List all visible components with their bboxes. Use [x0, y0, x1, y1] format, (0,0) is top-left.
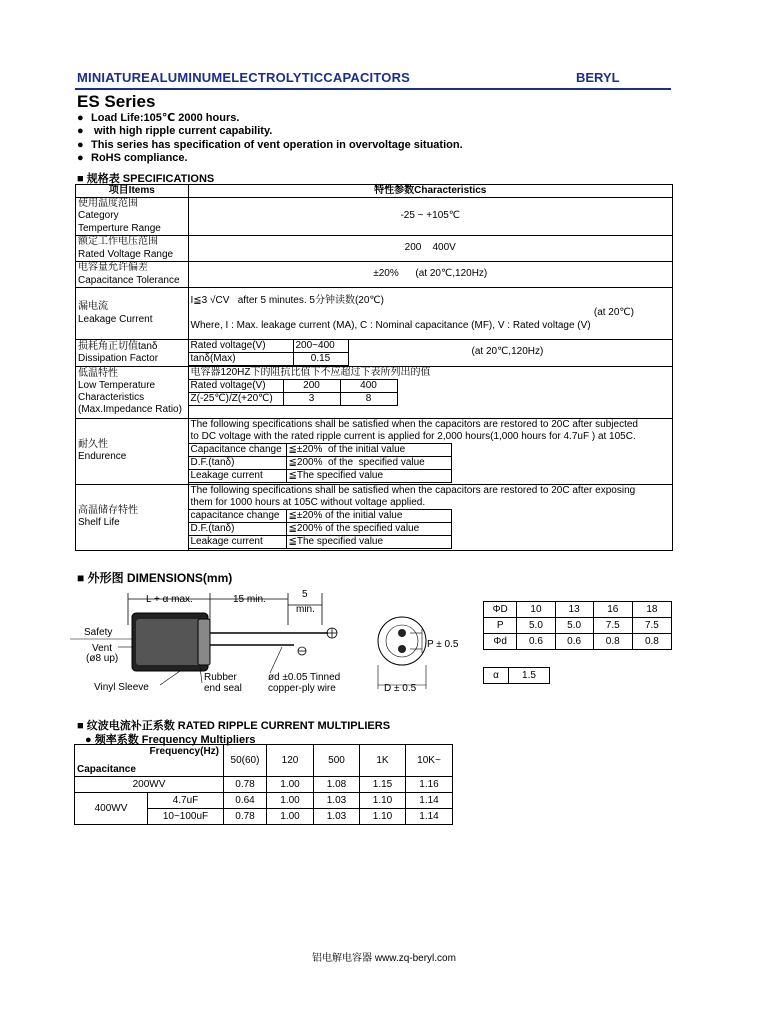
ripple-corner-header: Frequency(Hz) Capacitance	[75, 745, 224, 777]
endurance-table: Capacitance change ≦±20% of the initial value D.F.(tanδ) ≦200% of the specified value Leakage current ≦The specified value	[188, 443, 452, 482]
voltage-value: 200 400V	[188, 236, 673, 262]
feature-list	[77, 112, 463, 165]
bullet-icon: ●	[77, 125, 84, 138]
feature-item: ● RoHS compliance.	[77, 151, 188, 164]
row-label-lowtemp: 低温特性 Low Temperature Characteristics (Max.Impedance Ratio)	[76, 366, 189, 418]
label-p-tol: P ± 0.5	[427, 639, 459, 650]
label-end-seal: end seal	[204, 683, 242, 694]
ripple-subtitle: ● 频率系数 Frequency Multipliers	[85, 734, 256, 746]
row-label-shelf: 高温储存特性 Shelf Life	[76, 484, 189, 550]
series-title: ES Series	[77, 92, 156, 111]
ripple-section-title: ■ 纹波电流补正系数 RATED RIPPLE CURRENT MULTIPLIERS	[77, 720, 391, 732]
square-icon: ■	[77, 720, 84, 732]
dimension-drawing	[70, 585, 470, 700]
spec-section-title: ■ 规格表 SPECIFICATIONS	[77, 173, 215, 185]
ripple-table: Frequency(Hz) Capacitance 50(60) 120 500 1K 10K~ 200WV 0.78 1.00 1.08 1.15 1.16 400WV 4.7uF 0.64 1.00 1.03 1.10 1.14 10~100uF 0.78 1.00 1.03 1.10 1.14	[74, 744, 453, 825]
leakage-value: I≦3 √CV after 5 minutes. 5分钟读数(20℃) (at 20℃) Where, I : Max. leakage current (MA), C : Nominal capacitance (MF), V : Rated voltage (V)	[188, 288, 673, 340]
label-vent: Vent	[92, 643, 113, 654]
label-wire2: copper-ply wire	[268, 683, 336, 694]
square-icon: ■	[77, 173, 84, 185]
label-safety: Safety	[84, 627, 113, 638]
tolerance-value: ±20% (at 20℃,120Hz)	[188, 262, 673, 288]
feature-item: ● This series has specification of vent operation in overvoltage situation.	[77, 138, 463, 151]
row-label-endurance: 耐久性 Endurence	[76, 418, 189, 484]
bullet-icon: ●	[77, 138, 84, 151]
table-row: 400WV 4.7uF 0.64 1.00 1.03 1.10 1.14	[75, 793, 453, 809]
document-title: MINIATUREALUMINUMELECTROLYTICCAPACITORS	[77, 70, 411, 85]
row-label-tolerance: 电容量允许偏差 Capacitance Tolerance	[76, 262, 189, 288]
row-label-voltage: 额定工作电压范围 Rated Voltage Range	[76, 236, 189, 262]
table-row: 10~100uF 0.78 1.00 1.03 1.10 1.14	[75, 809, 453, 825]
dissipation-table: Rated voltage(V) 200~400 tanδ(Max) 0.15	[188, 339, 349, 366]
feature-item: ● with high ripple current capability.	[77, 125, 273, 138]
label-d-tol: D ± 0.5	[384, 683, 417, 694]
bullet-icon: ●	[77, 112, 84, 124]
lowtemp-value: 电容器120HZ下的阻抗比值下不应超过下表所列出的值 Rated voltage(V) 200 400 Z(-25℃)/Z(+20℃) 3 8	[188, 366, 673, 418]
label-5min: min.	[296, 604, 315, 615]
feature-item: ● Load Life:105℃ 2000 hours.	[77, 112, 240, 124]
label-vent-size: (ø8 up)	[86, 653, 119, 664]
col-header-characteristics: 特性参数Characteristics	[188, 185, 673, 198]
row-label-category: 使用温度范围 Category Temperture Range	[76, 198, 189, 236]
shelf-value: The following specifications shall be satisfied when the capacitors are restored to 20C after exposing them for 1000 hours at 105C without voltage applied. capacitance change ≦±20% of the initial value D.F.(tanδ) ≦200% of the specified value Leakage current ≦The specified value	[188, 484, 673, 550]
brand-name: BERYL	[576, 70, 620, 85]
table-row: 200WV 0.78 1.00 1.08 1.15 1.16	[75, 777, 453, 793]
label-vinyl: Vinyl Sleeve	[94, 682, 149, 693]
label-wire1: ød ±0.05 Tinned	[268, 672, 341, 683]
page-footer: 铝电解电容器 www.zq-beryl.com	[312, 953, 456, 964]
alpha-table: α 1.5	[483, 667, 550, 684]
dissipation-condition: (at 20℃,120Hz)	[471, 346, 544, 357]
dimensions-table: ΦD 10 13 16 18 P 5.0 5.0 7.5 7.5 Φd 0.6 0.6 0.8 0.8	[483, 601, 672, 650]
bullet-icon: ●	[77, 151, 84, 164]
header-divider	[75, 88, 671, 90]
label-15min: 15 min.	[233, 594, 266, 605]
shelf-table: capacitance change ≦±20% of the initial value D.F.(tanδ) ≦200% of the specified value Leakage current ≦The specified value	[188, 509, 452, 548]
spec-table	[75, 184, 673, 551]
dimensions-section-title: ■ 外形图 DIMENSIONS(mm)	[77, 571, 233, 585]
col-header-items: 项目Items	[76, 185, 189, 198]
endurance-value: The following specifications shall be satisfied when the capacitors are restored to 20C after subjected to DC voltage with the rated ripple current is applied for 2,000 hours(1,000 hours for 4.7uF ) at 105C. Capacitance change ≦±20% of the initial value D.F.(tanδ) ≦200% of the specified value Leakage current ≦The specified value	[188, 418, 673, 484]
label-l-alpha: L + α max.	[146, 594, 193, 605]
label-5: 5	[302, 589, 308, 600]
lowtemp-table: Rated voltage(V) 200 400 Z(-25℃)/Z(+20℃) 3 8	[188, 379, 398, 406]
label-rubber: Rubber	[204, 672, 237, 683]
category-value: -25 ~ +105℃	[188, 198, 673, 236]
bullet-icon: ●	[85, 734, 92, 746]
row-label-leakage: 漏电流 Leakage Current	[76, 288, 189, 340]
square-icon: ■	[77, 571, 85, 585]
row-label-dissipation: 损耗角正切值tanδ Dissipation Factor	[76, 340, 189, 367]
dissipation-value	[188, 340, 673, 367]
